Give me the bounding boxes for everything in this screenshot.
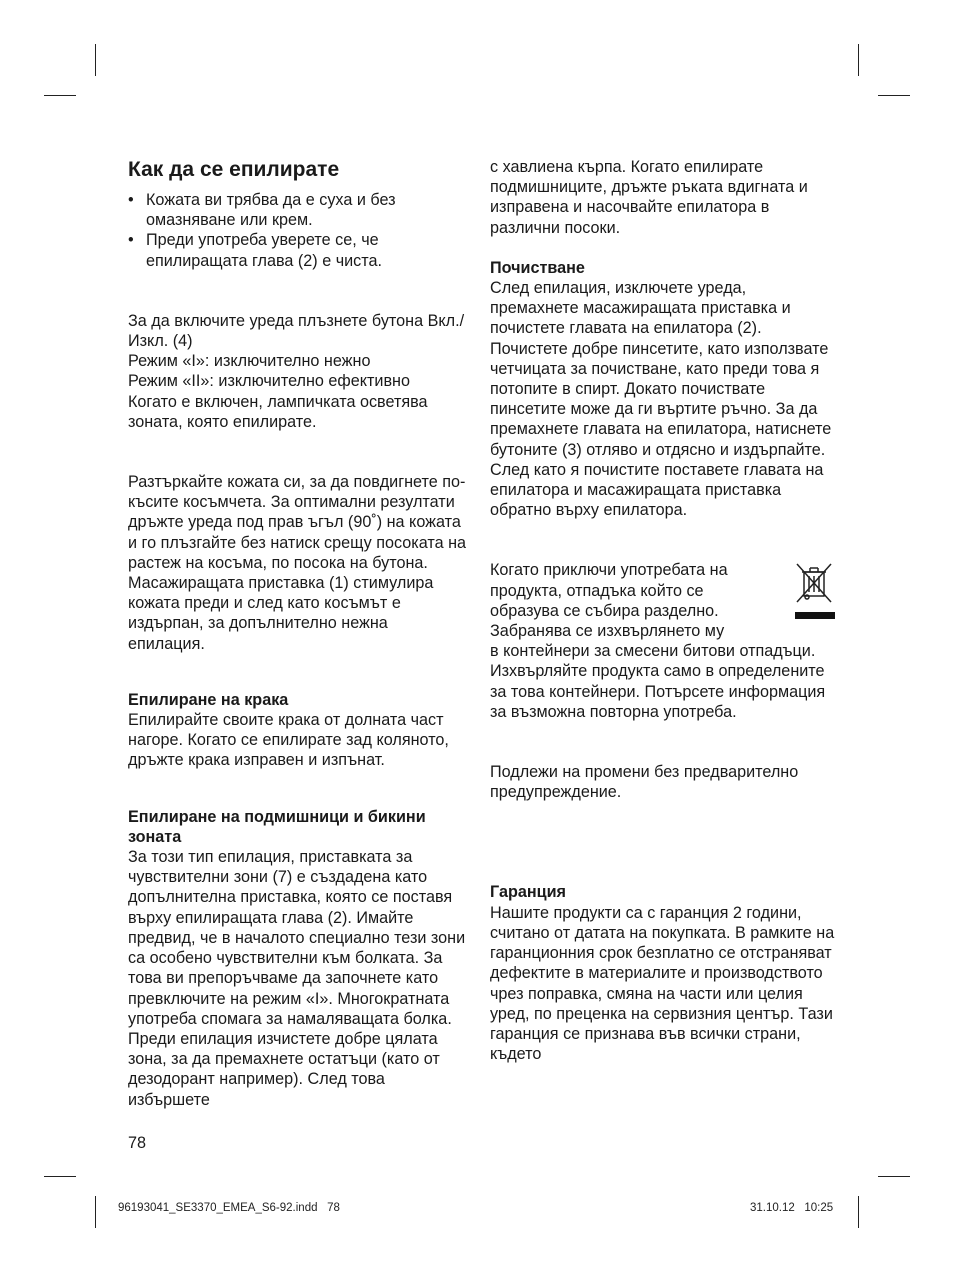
prep-list (128, 190, 468, 271)
footer-date: 31.10.12 10:25 (750, 1202, 834, 1214)
crop-mark (858, 1196, 859, 1228)
warranty-text: Нашите продукти са с гаранция 2 години, считано от датата на покупката. В рамките на гаранционния срок безплатно се отстраняват дефектите в материалите и производството чрез поправка, смяна на части или целия уред, по преценка на сервизния център. Тази гаранция се признава във всички страни, където (490, 903, 835, 1064)
footer-file: 96193041_SE3370_EMEA_S6-92.indd 78 (118, 1202, 340, 1214)
crop-mark (878, 1176, 910, 1177)
disposal-text: Когато приключи употребата на продукта, отпадъка който се образува се събира разделно. Забранява се изхвърлянето му в контейнери за смесени битови отпадъци. Изхвърляйте продукта само в определените за това контейнери. Потърсете информация за възможна повторна употреба. (490, 561, 826, 721)
crop-mark (44, 1176, 76, 1177)
crop-mark (858, 44, 859, 76)
underarm-continued-text: с хавлиена кърпа. Когато епилирате подмишниците, дръжте ръката вдигната и изправена и насочвайте епилатора в различни посоки. (490, 158, 808, 237)
left-column (128, 157, 468, 1110)
crop-mark (44, 95, 76, 96)
crop-mark (95, 44, 96, 76)
underarm-heading: Епилиране на подмишници и бикини зоната (128, 807, 426, 846)
crop-mark (878, 95, 910, 96)
page-number: 78 (128, 1134, 147, 1152)
technique-text: Разтъркайте кожата си, за да повдигнете по-късите косъмчета. За оптимални резултати дръжте уреда под прав ъгъл (90˚) на кожата и го плъзгайте без натиск срещу посоката на растеж на косъма, по посока на бутона. Масажиращата приставка (1) стимулира кожата преди и след като косъмът е издърпан, за допълнително нежна епилация. (128, 473, 467, 653)
list-item: • Преди употреба уверете се, че епилиращата глава (2) е чиста. (128, 230, 468, 270)
warranty-heading: Гаранция (490, 883, 566, 902)
list-item: • Кожата ви трябва да е суха и без омазняване или крем. (128, 190, 468, 230)
notice-text: Подлежи на промени без предварително предупреждение. (490, 763, 799, 802)
legs-heading: Епилиране на крака (128, 690, 289, 709)
switch-on-text: За да включите уреда плъзнете бутона Вкл./Изкл. (4) Режим «I»: изключително нежно Режим «II»: изключително ефективно Когато е включен, лампичката осветява зоната, която епилирате. (128, 311, 465, 431)
crossed-out-bin-icon (795, 562, 835, 624)
cleaning-text: След епилация, изключете уреда, премахнете масажиращата приставка и почистете главата на епилатора (2). Почистете добре пинсетите, като използвате четчицата за почистване, като преди това я потопите в спирт. Докато почиствате пинсетите може да ги въртите ръчно. За да премахнете главата на епилатора, натиснете бутоните (3) отляво и отдясно и издърпайте. След като я почистите поставете главата на епилатора и масажиращата приставка обратно върху епилатора. (490, 279, 832, 520)
disposal-block (490, 560, 835, 722)
legs-text: Епилирайте своите крака от долната част нагоре. Когато се епилирате зад коляното, дръжте крака изправен и изпънат. (128, 711, 449, 770)
cleaning-heading: Почистване (490, 258, 585, 277)
right-column (490, 157, 835, 1064)
crop-mark (95, 1196, 96, 1228)
underarm-text: За този тип епилация, приставката за чувствителни зони (7) е създадена като допълнителна приставка, която се поставя върху епилиращата глава (2). Имайте предвид, че в началото специално тези зони са особено чувствителни към болката. За това ви препоръчваме да започнете като превключите на режим «I». Многократната употреба спомага за намаляващата болка. Преди епилация изчистете добре цялата зона, за да премахнете остатъци (като от дезодорант например). След това избършете (128, 848, 466, 1109)
page-title: Как да се епилирате (128, 158, 340, 181)
